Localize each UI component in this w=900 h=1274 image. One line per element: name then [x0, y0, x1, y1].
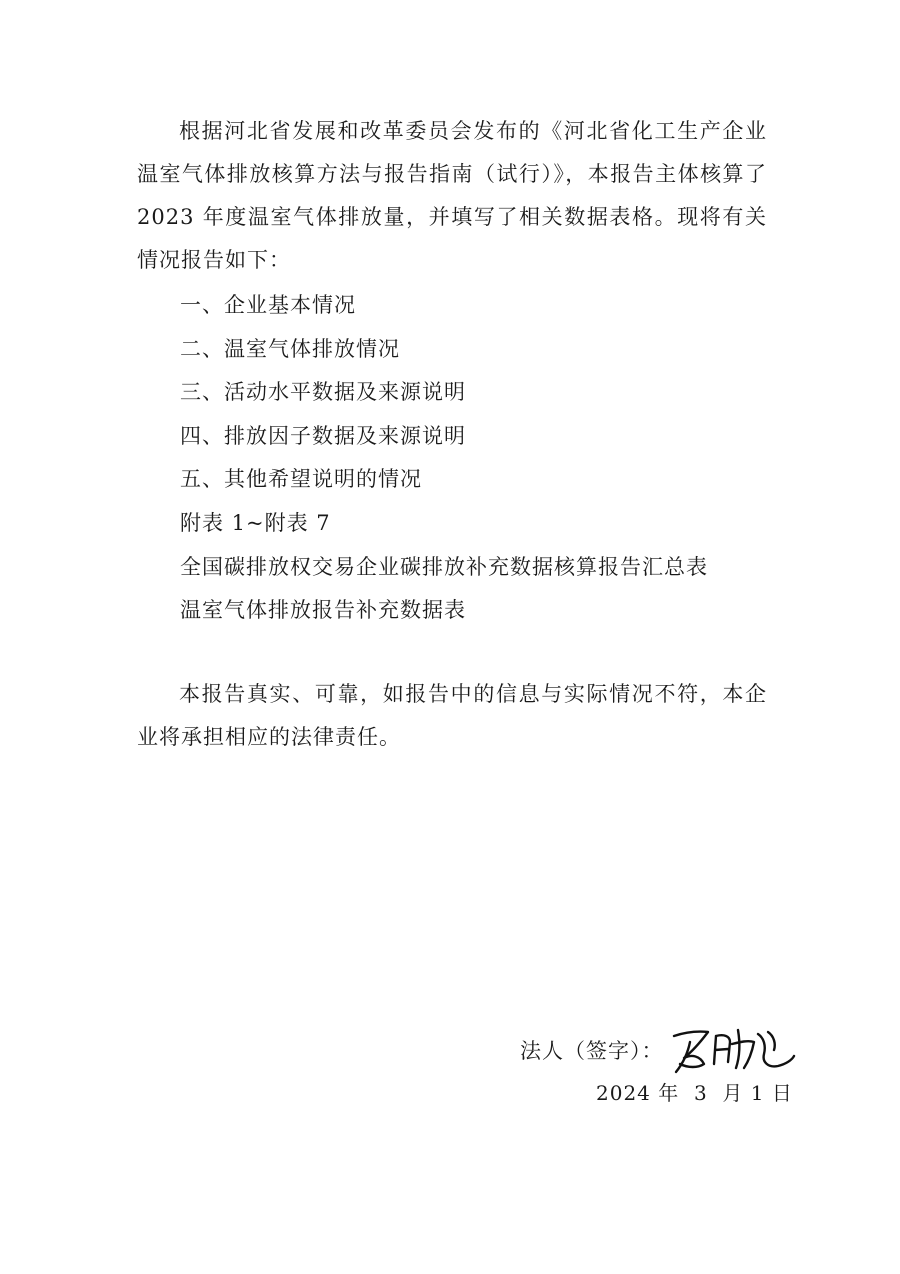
list-item: 附表 1~附表 7: [180, 510, 331, 535]
signature-label: 法人（签字）：: [520, 1039, 664, 1063]
list-item: 二、温室气体排放情况: [180, 336, 400, 361]
list-item: 一、企业基本情况: [180, 293, 356, 317]
list-item: 温室气体排放报告补充数据表: [180, 598, 466, 623]
signing-date: 2024 年 3 月 1 日: [596, 1081, 793, 1105]
contents-list: [180, 284, 708, 633]
handwritten-signature: [668, 1022, 798, 1078]
list-item: 三、活动水平数据及来源说明: [180, 380, 466, 405]
list-item: 五、其他希望说明的情况: [180, 467, 422, 492]
list-item: 全国碳排放权交易企业碳排放补充数据核算报告汇总表: [180, 554, 708, 579]
closing-paragraph: 本报告真实、可靠，如报告中的信息与实际情况不符，本企业将承担相应的法律责任。: [137, 682, 767, 749]
signature-row: [520, 1020, 798, 1080]
intro-paragraph: 根据河北省发展和改革委员会发布的《河北省化工生产企业温室气体排放核算方法与报告指南（试行）》，本报告主体核算了 2023 年度温室气体排放量，并填写了相关数据表格。现将有关情况报告如下：: [137, 119, 767, 272]
list-item: 四、排放因子数据及来源说明: [180, 423, 466, 448]
